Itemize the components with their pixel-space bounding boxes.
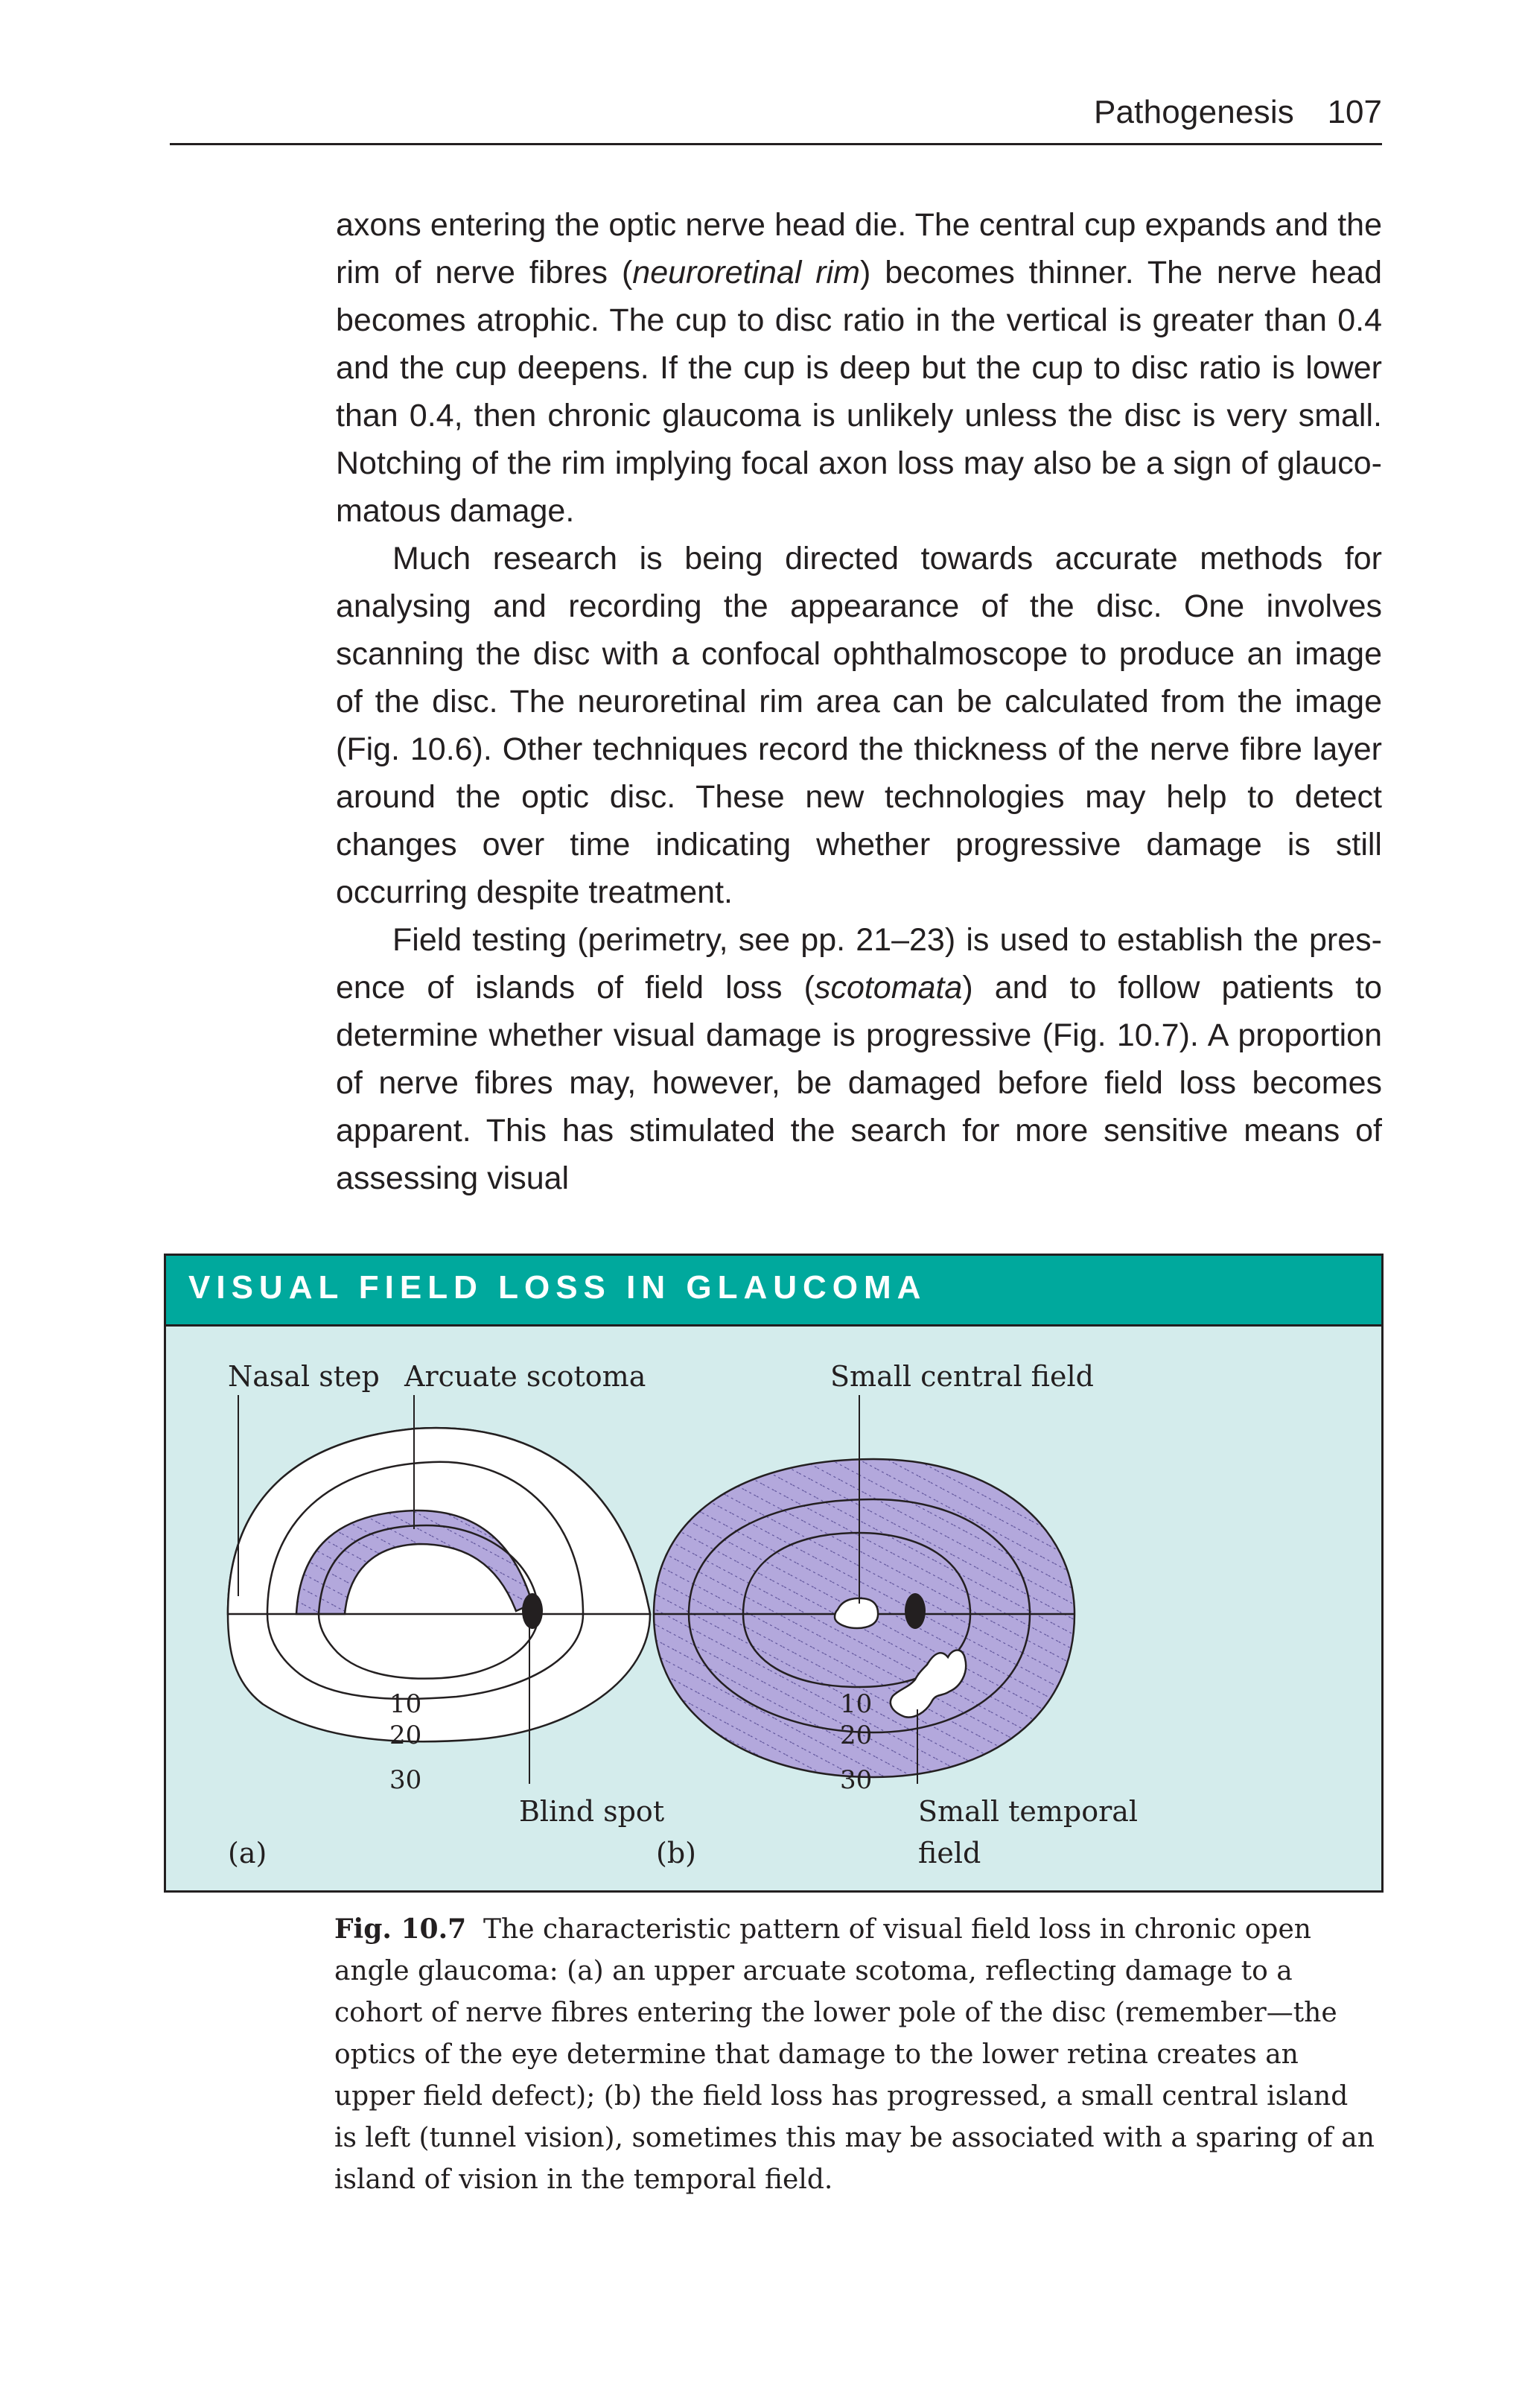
panel-a-label: (a) bbox=[228, 1837, 267, 1869]
small-temporal-field-label-line1: Small temporal bbox=[918, 1795, 1139, 1828]
paragraph-1-emphasis: neuroretinal rim bbox=[632, 255, 860, 290]
paragraph-3-emphasis: scotomata bbox=[814, 970, 963, 1006]
paragraph-3 bbox=[336, 916, 1382, 1202]
small-central-field-label: Small central field bbox=[830, 1360, 1094, 1393]
isopter-a-10: 10 bbox=[389, 1689, 422, 1719]
paragraph-1-text-a: axons entering the optic nerve head die. The central cup expands and the rim of nerve fibres ( bbox=[336, 207, 1382, 290]
isopter-b-30: 30 bbox=[840, 1765, 873, 1795]
panel-b bbox=[654, 1360, 1138, 1869]
page-number: 107 bbox=[1327, 94, 1382, 130]
paragraph-3-text-b: ) and to follow patients to determine whether visual damage is progressive (Fig. 10.7). A proportion of nerve fibres may, however, be damaged before field loss becomes apparent. This has stimulated the search for more sensitive means of assessing visual bbox=[336, 970, 1383, 1196]
blind-spot-a bbox=[522, 1593, 543, 1629]
figure-header bbox=[166, 1256, 1381, 1327]
isopter-b-10: 10 bbox=[840, 1689, 873, 1719]
figure-title: VISUAL FIELD LOSS IN GLAUCOMA bbox=[188, 1269, 927, 1306]
running-head-title: Pathogenesis bbox=[1093, 94, 1294, 130]
figure-caption bbox=[334, 1908, 1377, 2201]
arcuate-scotoma-label: Arcuate scotoma bbox=[404, 1360, 646, 1393]
paragraph-2: Much research is being directed towards accurate methods for analysing and recording the appearance of the disc. One involves scanning the disc with a confocal ophthalmoscope to produce an image of the disc. The neuroretinal rim area can be calculated from the image (Fig. 10.6). Other techniques record the thickness of the nerve fibre layer around the optic disc. These new technologies may help to detect changes over time indicating whether progressive damage is still occurring despite treatment. bbox=[336, 541, 1382, 910]
paragraph-1-text-b: ) becomes thinner. The nerve head becomes atrophic. The cup to disc ratio in the vertical is greater than 0.4 and the cup deepens. If the cup is deep but the cup to disc ratio is lower than 0.4, then chronic glaucoma is unlikely unless the disc is very small. Notching of the rim implying focal axon loss may also be a sign of glauco-matous damage. bbox=[336, 255, 1383, 529]
panel-b-label: (b) bbox=[656, 1837, 696, 1869]
isopter-b-20: 20 bbox=[840, 1721, 873, 1750]
isopter-a-30: 30 bbox=[389, 1765, 422, 1795]
caption-label: Fig. 10.7 bbox=[334, 1913, 467, 1945]
caption-text: The characteristic pattern of visual field loss in chronic open angle glaucoma: (a) an upper arcuate scotoma, reflecting damage to a cohort of nerve fibres entering the lower pole of the disc (remember—the optics of the eye determine that damage to the lower retina creates an upper field defect); (b) the field loss has progressed, a small central island is left (tunnel vision), sometimes this may be associated with a sparing of an island of vision in the temporal field. bbox=[334, 1914, 1375, 2195]
isopter-a-20: 20 bbox=[389, 1721, 422, 1750]
visual-field-diagrams bbox=[166, 1327, 1381, 1890]
figure-box bbox=[164, 1254, 1384, 1893]
blind-spot-label: Blind spot bbox=[519, 1795, 665, 1828]
nasal-step-label: Nasal step bbox=[228, 1360, 380, 1393]
small-temporal-field-label-line2: field bbox=[918, 1837, 981, 1869]
blind-spot-b bbox=[905, 1593, 926, 1629]
paragraph-3-text-a: Field testing (perimetry, see pp. 21–23) is used to establish the pres-ence of islands of field loss ( bbox=[336, 922, 1382, 1006]
paragraph-1 bbox=[336, 201, 1382, 535]
running-head bbox=[170, 88, 1382, 145]
isopter-30-outline bbox=[228, 1428, 650, 1741]
body-text bbox=[336, 201, 1382, 1202]
panel-a bbox=[228, 1360, 664, 1869]
